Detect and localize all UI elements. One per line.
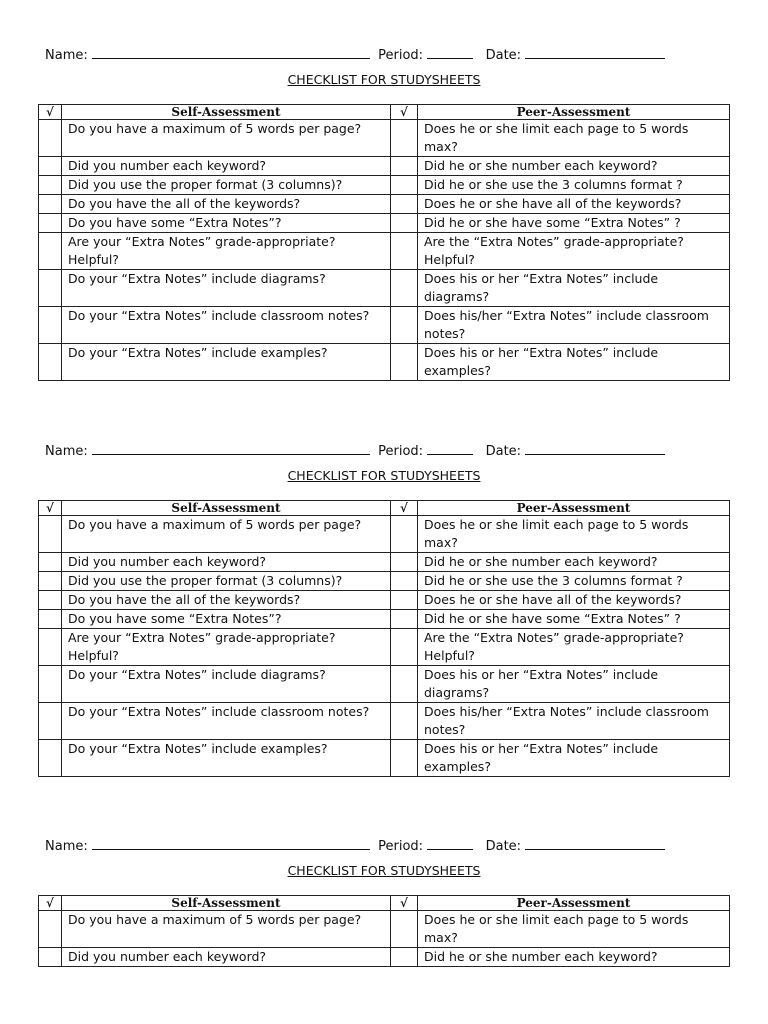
self-question: Do your “Extra Notes” include examples?: [62, 740, 391, 777]
self-question: Do your “Extra Notes” include examples?: [62, 344, 391, 381]
self-checkbox[interactable]: [39, 591, 62, 610]
peer-check-header: √: [391, 896, 418, 911]
date-label: Date:: [485, 444, 522, 459]
table-row: [39, 591, 730, 610]
self-assessment-header: Self-Assessment: [62, 105, 391, 120]
table-row: [39, 948, 730, 967]
peer-question: Does his or her “Extra Notes” include examples?: [418, 740, 730, 777]
self-question: Do your “Extra Notes” include diagrams?: [62, 666, 391, 703]
checklist-heading: CHECKLIST FOR STUDYSHEETS: [287, 72, 481, 87]
date-blank[interactable]: [525, 46, 665, 59]
table-header-row: [39, 105, 730, 120]
date-blank[interactable]: [525, 442, 665, 455]
table-row: [39, 307, 730, 344]
table-row: [39, 610, 730, 629]
peer-question: Did he or she have some “Extra Notes” ?: [418, 214, 730, 233]
self-checkbox[interactable]: [39, 214, 62, 233]
peer-question: Does his or her “Extra Notes” include examples?: [418, 344, 730, 381]
self-checkbox[interactable]: [39, 553, 62, 572]
table-row: [39, 344, 730, 381]
period-blank[interactable]: [427, 837, 473, 850]
self-question: Do you have some “Extra Notes”?: [62, 214, 391, 233]
checklist-table: [38, 895, 730, 967]
table-row: [39, 214, 730, 233]
self-question: Are your “Extra Notes” grade-appropriate? Helpful?: [62, 629, 391, 666]
self-question: Do you have the all of the keywords?: [62, 591, 391, 610]
peer-check-header: √: [391, 501, 418, 516]
peer-assessment-header: Peer-Assessment: [418, 896, 730, 911]
peer-checkbox[interactable]: [391, 703, 418, 740]
peer-question: Did he or she number each keyword?: [418, 157, 730, 176]
table-row: [39, 195, 730, 214]
self-question: Do your “Extra Notes” include diagrams?: [62, 270, 391, 307]
self-check-header: √: [39, 501, 62, 516]
table-row: [39, 911, 730, 948]
self-checkbox[interactable]: [39, 233, 62, 270]
self-checkbox[interactable]: [39, 157, 62, 176]
peer-checkbox[interactable]: [391, 157, 418, 176]
peer-checkbox[interactable]: [391, 120, 418, 157]
table-row: [39, 176, 730, 195]
date-blank[interactable]: [525, 837, 665, 850]
table-header-row: [39, 501, 730, 516]
self-checkbox[interactable]: [39, 948, 62, 967]
peer-question: Does he or she have all of the keywords?: [418, 591, 730, 610]
peer-assessment-header: Peer-Assessment: [418, 501, 730, 516]
peer-question: Does he or she have all of the keywords?: [418, 195, 730, 214]
peer-checkbox[interactable]: [391, 307, 418, 344]
self-check-header: √: [39, 105, 62, 120]
period-blank[interactable]: [427, 46, 473, 59]
self-checkbox[interactable]: [39, 307, 62, 344]
peer-question: Does his or her “Extra Notes” include diagrams?: [418, 270, 730, 307]
self-question: Did you number each keyword?: [62, 553, 391, 572]
name-blank[interactable]: [92, 442, 370, 455]
checklist-table: [38, 104, 730, 381]
peer-checkbox[interactable]: [391, 591, 418, 610]
self-checkbox[interactable]: [39, 610, 62, 629]
self-question: Did you use the proper format (3 columns)?: [62, 572, 391, 591]
student-info-line: [45, 46, 665, 64]
peer-question: Does his or her “Extra Notes” include diagrams?: [418, 666, 730, 703]
peer-checkbox[interactable]: [391, 516, 418, 553]
peer-question: Does he or she limit each page to 5 words max?: [418, 516, 730, 553]
self-checkbox[interactable]: [39, 120, 62, 157]
checklist-heading: CHECKLIST FOR STUDYSHEETS: [287, 863, 481, 878]
self-question: Do your “Extra Notes” include classroom notes?: [62, 703, 391, 740]
peer-checkbox[interactable]: [391, 629, 418, 666]
peer-checkbox[interactable]: [391, 948, 418, 967]
self-checkbox[interactable]: [39, 516, 62, 553]
self-question: Do you have a maximum of 5 words per page?: [62, 516, 391, 553]
name-label: Name:: [45, 444, 88, 459]
student-info-line: [45, 442, 665, 460]
name-blank[interactable]: [92, 837, 370, 850]
peer-checkbox[interactable]: [391, 214, 418, 233]
self-assessment-header: Self-Assessment: [62, 501, 391, 516]
table-row: [39, 270, 730, 307]
peer-checkbox[interactable]: [391, 270, 418, 307]
peer-question: Did he or she use the 3 columns format ?: [418, 572, 730, 591]
self-question: Did you use the proper format (3 columns)?: [62, 176, 391, 195]
self-checkbox[interactable]: [39, 911, 62, 948]
self-question: Do you have the all of the keywords?: [62, 195, 391, 214]
self-checkbox[interactable]: [39, 572, 62, 591]
peer-checkbox[interactable]: [391, 195, 418, 214]
peer-question: Did he or she number each keyword?: [418, 948, 730, 967]
table-row: [39, 572, 730, 591]
peer-question: Did he or she use the 3 columns format ?: [418, 176, 730, 195]
peer-question: Did he or she number each keyword?: [418, 553, 730, 572]
peer-checkbox[interactable]: [391, 666, 418, 703]
peer-checkbox[interactable]: [391, 572, 418, 591]
date-label: Date:: [485, 839, 522, 854]
period-label: Period:: [378, 839, 424, 854]
self-checkbox[interactable]: [39, 176, 62, 195]
peer-checkbox[interactable]: [391, 553, 418, 572]
peer-question: Are the “Extra Notes” grade-appropriate? Helpful?: [418, 233, 730, 270]
self-question: Do you have a maximum of 5 words per page?: [62, 911, 391, 948]
table-row: [39, 157, 730, 176]
peer-question: Did he or she have some “Extra Notes” ?: [418, 610, 730, 629]
table-row: [39, 553, 730, 572]
student-info-line: [45, 837, 665, 855]
checklist-block-1: [0, 46, 768, 386]
name-label: Name:: [45, 48, 88, 63]
checklist-block-2: [0, 442, 768, 782]
name-blank[interactable]: [92, 46, 370, 59]
table-row: [39, 629, 730, 666]
table-row: [39, 120, 730, 157]
checklist-block-3: [0, 837, 768, 977]
self-checkbox[interactable]: [39, 344, 62, 381]
table-header-row: [39, 896, 730, 911]
self-checkbox[interactable]: [39, 270, 62, 307]
table-row: [39, 666, 730, 703]
self-question: Do you have some “Extra Notes”?: [62, 610, 391, 629]
self-checkbox[interactable]: [39, 629, 62, 666]
self-question: Do your “Extra Notes” include classroom notes?: [62, 307, 391, 344]
period-blank[interactable]: [427, 442, 473, 455]
self-check-header: √: [39, 896, 62, 911]
self-assessment-header: Self-Assessment: [62, 896, 391, 911]
self-question: Did you number each keyword?: [62, 948, 391, 967]
table-row: [39, 740, 730, 777]
peer-check-header: √: [391, 105, 418, 120]
peer-question: Does he or she limit each page to 5 words max?: [418, 120, 730, 157]
checklist-heading: CHECKLIST FOR STUDYSHEETS: [287, 468, 481, 483]
peer-checkbox[interactable]: [391, 233, 418, 270]
self-checkbox[interactable]: [39, 703, 62, 740]
table-row: [39, 516, 730, 553]
table-row: [39, 703, 730, 740]
self-checkbox[interactable]: [39, 666, 62, 703]
self-checkbox[interactable]: [39, 740, 62, 777]
peer-checkbox[interactable]: [391, 344, 418, 381]
peer-checkbox[interactable]: [391, 176, 418, 195]
checklist-table: [38, 500, 730, 777]
table-row: [39, 233, 730, 270]
peer-assessment-header: Peer-Assessment: [418, 105, 730, 120]
date-label: Date:: [485, 48, 522, 63]
period-label: Period:: [378, 48, 424, 63]
self-question: Do you have a maximum of 5 words per page?: [62, 120, 391, 157]
peer-question: Are the “Extra Notes” grade-appropriate? Helpful?: [418, 629, 730, 666]
self-question: Are your “Extra Notes” grade-appropriate? Helpful?: [62, 233, 391, 270]
self-checkbox[interactable]: [39, 195, 62, 214]
peer-checkbox[interactable]: [391, 740, 418, 777]
peer-question: Does his/her “Extra Notes” include classroom notes?: [418, 307, 730, 344]
peer-checkbox[interactable]: [391, 911, 418, 948]
name-label: Name:: [45, 839, 88, 854]
peer-question: Does he or she limit each page to 5 words max?: [418, 911, 730, 948]
self-question: Did you number each keyword?: [62, 157, 391, 176]
peer-checkbox[interactable]: [391, 610, 418, 629]
peer-question: Does his/her “Extra Notes” include classroom notes?: [418, 703, 730, 740]
period-label: Period:: [378, 444, 424, 459]
